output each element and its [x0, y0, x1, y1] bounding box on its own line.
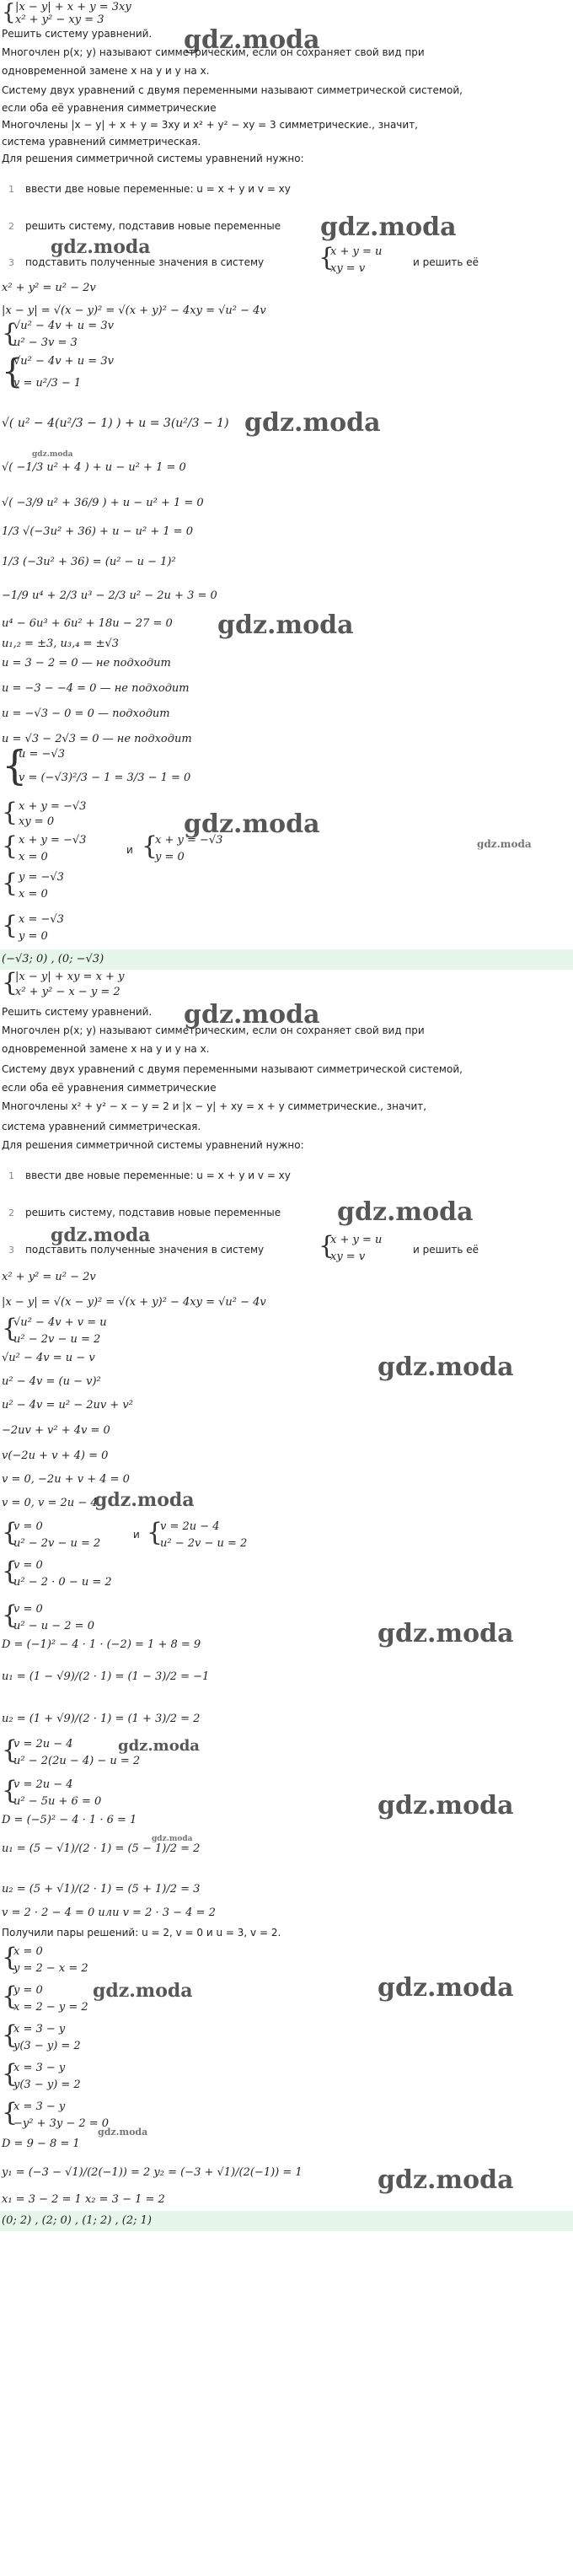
system-brace: {	[2, 1314, 19, 1343]
math-line: v = 0, v = 2u − 4	[2, 1497, 98, 1509]
system-equation: v = 2u − 4	[13, 1778, 73, 1791]
steps-title: Для решения симметричной системы уравнений нужно:	[2, 153, 304, 164]
watermark: gdz.moda	[378, 1619, 514, 1648]
step-tail: и решить её	[413, 1244, 479, 1256]
system-equation: xy = v	[330, 1250, 366, 1263]
math-line: 1/3 √(−3u² + 36) + u − u² + 1 = 0	[2, 525, 194, 538]
system-equation: v = 0	[13, 1559, 43, 1572]
answer-bar	[0, 949, 573, 970]
system-equation: xy = v	[330, 262, 366, 275]
math-line: u₂ = (5 + √1)/(2 · 1) = (5 + 1)/2 = 3	[2, 1883, 201, 1896]
math-line: u₁ = (1 − √9)/(2 · 1) = (1 − 3)/2 = −1	[2, 1670, 210, 1683]
system-equation: |x − y| + x + y = 3xy	[15, 1, 131, 13]
system-brace: {	[147, 1518, 163, 1547]
answer-text: (−√3; 0) , (0; −√3)	[2, 953, 104, 965]
watermark: gdz.moda	[337, 1197, 474, 1227]
watermark: gdz.moda	[320, 212, 457, 242]
system-equation: x = 0	[13, 1945, 43, 1958]
math-line: u² − 4v = (u − v)²	[2, 1375, 101, 1388]
step-number: 1	[8, 184, 14, 195]
and-text: и	[126, 844, 133, 856]
system-brace: {	[2, 2020, 19, 2050]
system-brace: {	[2, 319, 19, 348]
step-text: решить систему, подставив новые переменные	[25, 1207, 281, 1218]
system-equation: v = 0	[13, 1603, 43, 1616]
math-line: u² − 4v = u² − 2uv + v²	[2, 1399, 133, 1412]
math-line: D = 9 − 8 = 1	[2, 2138, 80, 2150]
watermark: gdz.moda	[51, 236, 151, 258]
system-equation: x² + y² − x − y = 2	[15, 986, 120, 998]
system-equation: u² − 2(2u − 4) − u = 2	[13, 1755, 141, 1767]
definition-text: Многочлен p(x; y) называют симметрическим, если он сохраняет свой вид при	[2, 46, 425, 58]
system-brace: {	[2, 968, 19, 998]
step-text: решить систему, подставив новые переменные	[25, 220, 281, 232]
system-equation: v = (−√3)²/3 − 1 = 3/3 − 1 = 0	[19, 772, 191, 784]
system-brace: {	[2, 742, 28, 789]
math-line: D = (−5)² − 4 · 1 · 6 = 1	[2, 1814, 137, 1826]
watermark: gdz.moda	[378, 1791, 514, 1820]
system-brace: {	[2, 1943, 19, 1972]
definition-text: если оба её уравнения симметрические	[2, 102, 217, 114]
step-number: 2	[8, 221, 14, 232]
step-tail: и решить её	[413, 256, 479, 268]
step-text: подставить полученные значения в систему	[25, 1244, 265, 1256]
system-brace: {	[2, 911, 19, 940]
watermark: gdz.moda	[94, 1489, 195, 1511]
system-equation: |x − y| + xy = x + y	[15, 971, 125, 983]
math-line: √( u² − 4(u²/3 − 1) ) + u = 3(u²/3 − 1)	[2, 417, 229, 430]
system-equation: y(3 − y) = 2	[13, 2040, 81, 2052]
system-equation: x + y = −√3	[19, 834, 87, 847]
math-line: |x − y| = √(x − y)² = √(x + y)² − 4xy = √u² − 4v	[2, 304, 266, 317]
system-equation: x + y = −√3	[19, 800, 87, 813]
math-line: u = 3 − 2 = 0 — не подходит	[2, 657, 171, 670]
watermark: gdz.moda	[184, 1000, 320, 1030]
system-equation: y = 0	[13, 1984, 43, 1997]
step-number: 3	[8, 257, 14, 268]
system-brace: {	[2, 831, 19, 861]
definition-text: Многочлен p(x; y) называют симметрическим, если он сохраняет свой вид при	[2, 1024, 425, 1036]
math-line: √( −3/9 u² + 36/9 ) + u − u² + 1 = 0	[2, 497, 204, 509]
watermark: gdz.moda	[184, 25, 320, 55]
math-line: √u² − 4v = u − v	[2, 1352, 95, 1364]
steps-title: Для решения симметричной системы уравнений нужно:	[2, 1139, 304, 1151]
step-number: 2	[8, 1207, 14, 1218]
watermark: gdz.moda	[98, 2127, 148, 2138]
system-equation: x = 3 − y	[13, 2023, 66, 2036]
system-equation: x = 0	[19, 888, 48, 901]
system-brace: {	[2, 1518, 19, 1547]
math-line: u = −√3 − 0 = 0 — подходит	[2, 707, 170, 720]
math-line: x₁ = 3 − 2 = 1 x₂ = 3 − 1 = 2	[2, 2193, 165, 2206]
answer-text: (0; 2) , (2; 0) , (1; 2) , (2; 1)	[2, 2214, 152, 2227]
step-text: ввести две новые переменные: u = x + y и v = xy	[25, 1170, 291, 1181]
polynomials-text: система уравнений симметрическая.	[2, 1121, 201, 1132]
system-equation: y = 0	[19, 930, 48, 943]
system-equation: v = 2u − 4	[160, 1520, 220, 1533]
step-number: 3	[8, 1245, 14, 1256]
polynomials-text: система уравнений симметрическая.	[2, 136, 201, 148]
system-equation: x² + y² − xy = 3	[15, 13, 104, 26]
math-line: −1/9 u⁴ + 2/3 u³ − 2/3 u² − 2u + 3 = 0	[2, 589, 217, 602]
watermark: gdz.moda	[244, 408, 381, 438]
system-equation: v = 0	[13, 1520, 43, 1533]
math-line: D = (−1)² − 4 · 1 · (−2) = 1 + 8 = 9	[2, 1638, 201, 1651]
system-equation: y = −√3	[19, 871, 64, 884]
math-line: y₁ = (−3 − √1)/(2(−1)) = 2 y₂ = (−3 + √1)/(2(−1)) = 1	[2, 2166, 303, 2179]
system-equation: y(3 − y) = 2	[13, 2079, 81, 2091]
math-line: u = −3 − −4 = 0 — не подходит	[2, 682, 190, 695]
watermark: gdz.moda	[51, 1224, 151, 1246]
definition-text: одновременной замене x на y и y на x.	[2, 1043, 210, 1055]
system-equation: u² − 2v − u = 2	[13, 1333, 101, 1346]
step-text: подставить полученные значения в систему	[25, 256, 265, 268]
system-brace: {	[2, 1776, 19, 1805]
solution-pairs-text: Получили пары решений: u = 2, v = 0 и u = 3, v = 2.	[2, 1927, 281, 1939]
watermark: gdz.moda	[118, 1737, 200, 1755]
system-equation: u² − 2v − u = 2	[13, 1537, 101, 1550]
system-brace: {	[2, 2059, 19, 2089]
watermark: gdz.moda	[217, 610, 354, 640]
watermark: gdz.moda	[477, 838, 532, 850]
math-line: x² + y² = u² − 2v	[2, 1271, 96, 1283]
math-line: u₁,₂ = ±3, u₃,₄ = ±√3	[2, 637, 120, 650]
system-brace: {	[142, 831, 158, 861]
solve-title: Решить систему уравнений.	[2, 1006, 153, 1018]
system-brace: {	[2, 352, 24, 391]
system-brace: {	[2, 1600, 19, 1630]
answer-bar	[0, 2211, 573, 2231]
math-line: |x − y| = √(x − y)² = √(x + y)² − 4xy = √u² − 4v	[2, 1296, 266, 1309]
definition-text: одновременной замене x на y и y на x.	[2, 65, 210, 77]
system-brace: {	[2, 2098, 19, 2127]
watermark: gdz.moda	[93, 1980, 193, 2002]
math-line: u₂ = (1 + √9)/(2 · 1) = (1 + 3)/2 = 2	[2, 1713, 201, 1725]
system-equation: x = 0	[19, 851, 48, 863]
definition-text: Систему двух уравнений с двумя переменными называют симметрической системой,	[2, 84, 463, 96]
step-text: ввести две новые переменные: u = x + y и v = xy	[25, 183, 291, 195]
math-line: u = √3 − 2√3 = 0 — не подходит	[2, 733, 192, 745]
system-brace: {	[319, 243, 335, 272]
watermark: gdz.moda	[152, 1835, 193, 1843]
watermark: gdz.moda	[32, 450, 73, 459]
system-equation: −y² + 3y − 2 = 0	[13, 2117, 110, 2130]
system-brace: {	[2, 0, 16, 25]
math-line: u⁴ − 6u³ + 6u² + 18u − 27 = 0	[2, 617, 173, 630]
math-line: 1/3 (−3u² + 36) = (u² − u − 1)²	[2, 556, 176, 568]
system-equation: u² − 2v − u = 2	[160, 1537, 248, 1550]
system-equation: u² − 5u + 6 = 0	[13, 1795, 102, 1808]
system-equation: x = 3 − y	[13, 2062, 66, 2074]
and-text: и	[133, 1529, 140, 1541]
watermark: gdz.moda	[378, 2165, 514, 2195]
system-brace: {	[2, 1557, 19, 1586]
watermark: gdz.moda	[378, 1353, 514, 1382]
system-equation: x = 3 − y	[13, 2100, 66, 2113]
math-line: x² + y² = u² − 2v	[2, 282, 96, 294]
definition-text: если оба её уравнения симметрические	[2, 1082, 217, 1094]
system-equation: y = 0	[155, 851, 185, 863]
math-line: v(−2u + v + 4) = 0	[2, 1449, 109, 1462]
system-equation: x = −√3	[19, 913, 64, 926]
system-equation: √u² − 4v + u = 3v	[13, 320, 114, 332]
system-equation: u² − 2 · 0 − u = 2	[13, 1576, 112, 1589]
system-equation: √u² − 4v + v = u	[13, 1316, 107, 1329]
solve-title: Решить систему уравнений.	[2, 28, 153, 40]
math-line: √( −1/3 u² + 4 ) + u − u² + 1 = 0	[2, 461, 186, 474]
polynomials-text: Многочлены x² + y² − x − y = 2 и |x − y| + xy = x + y симметрические., значит,	[2, 1100, 427, 1112]
system-equation: √u² − 4v + u = 3v	[13, 355, 114, 368]
math-line: v = 2 · 2 − 4 = 0 или v = 2 · 3 − 4 = 2	[2, 1906, 216, 1919]
math-line: v = 0, −2u + v + 4 = 0	[2, 1473, 130, 1486]
system-brace: {	[2, 1982, 19, 2011]
system-equation: v = u²/3 − 1	[13, 377, 82, 390]
system-equation: x = 2 − y = 2	[13, 2001, 88, 2014]
system-equation: x + y = −√3	[155, 834, 223, 847]
watermark: gdz.moda	[184, 809, 320, 839]
system-equation: xy = 0	[19, 815, 55, 828]
system-brace: {	[2, 869, 19, 898]
system-equation: v = 2u − 4	[13, 1738, 73, 1750]
system-equation: u² − u − 2 = 0	[13, 1620, 94, 1632]
step-number: 1	[8, 1170, 14, 1181]
math-line: u₁ = (5 − √1)/(2 · 1) = (5 − 1)/2 = 2	[2, 1842, 201, 1855]
system-brace: {	[319, 1231, 335, 1261]
polynomials-text: Многочлены |x − y| + x + y = 3xy и x² + y² − xy = 3 симметрические., значит,	[2, 119, 418, 131]
watermark: gdz.moda	[378, 1973, 514, 2003]
system-brace: {	[2, 1735, 19, 1765]
definition-text: Систему двух уравнений с двумя переменными называют симметрической системой,	[2, 1063, 463, 1075]
system-equation: u = −√3	[19, 748, 65, 761]
system-equation: x + y = u	[330, 245, 383, 258]
math-line: −2uv + v² + 4v = 0	[2, 1424, 110, 1437]
system-brace: {	[2, 798, 19, 827]
system-equation: x + y = u	[330, 1234, 383, 1246]
system-equation: u² − 3v = 3	[13, 336, 78, 349]
system-equation: y = 2 − x = 2	[13, 1962, 88, 1975]
